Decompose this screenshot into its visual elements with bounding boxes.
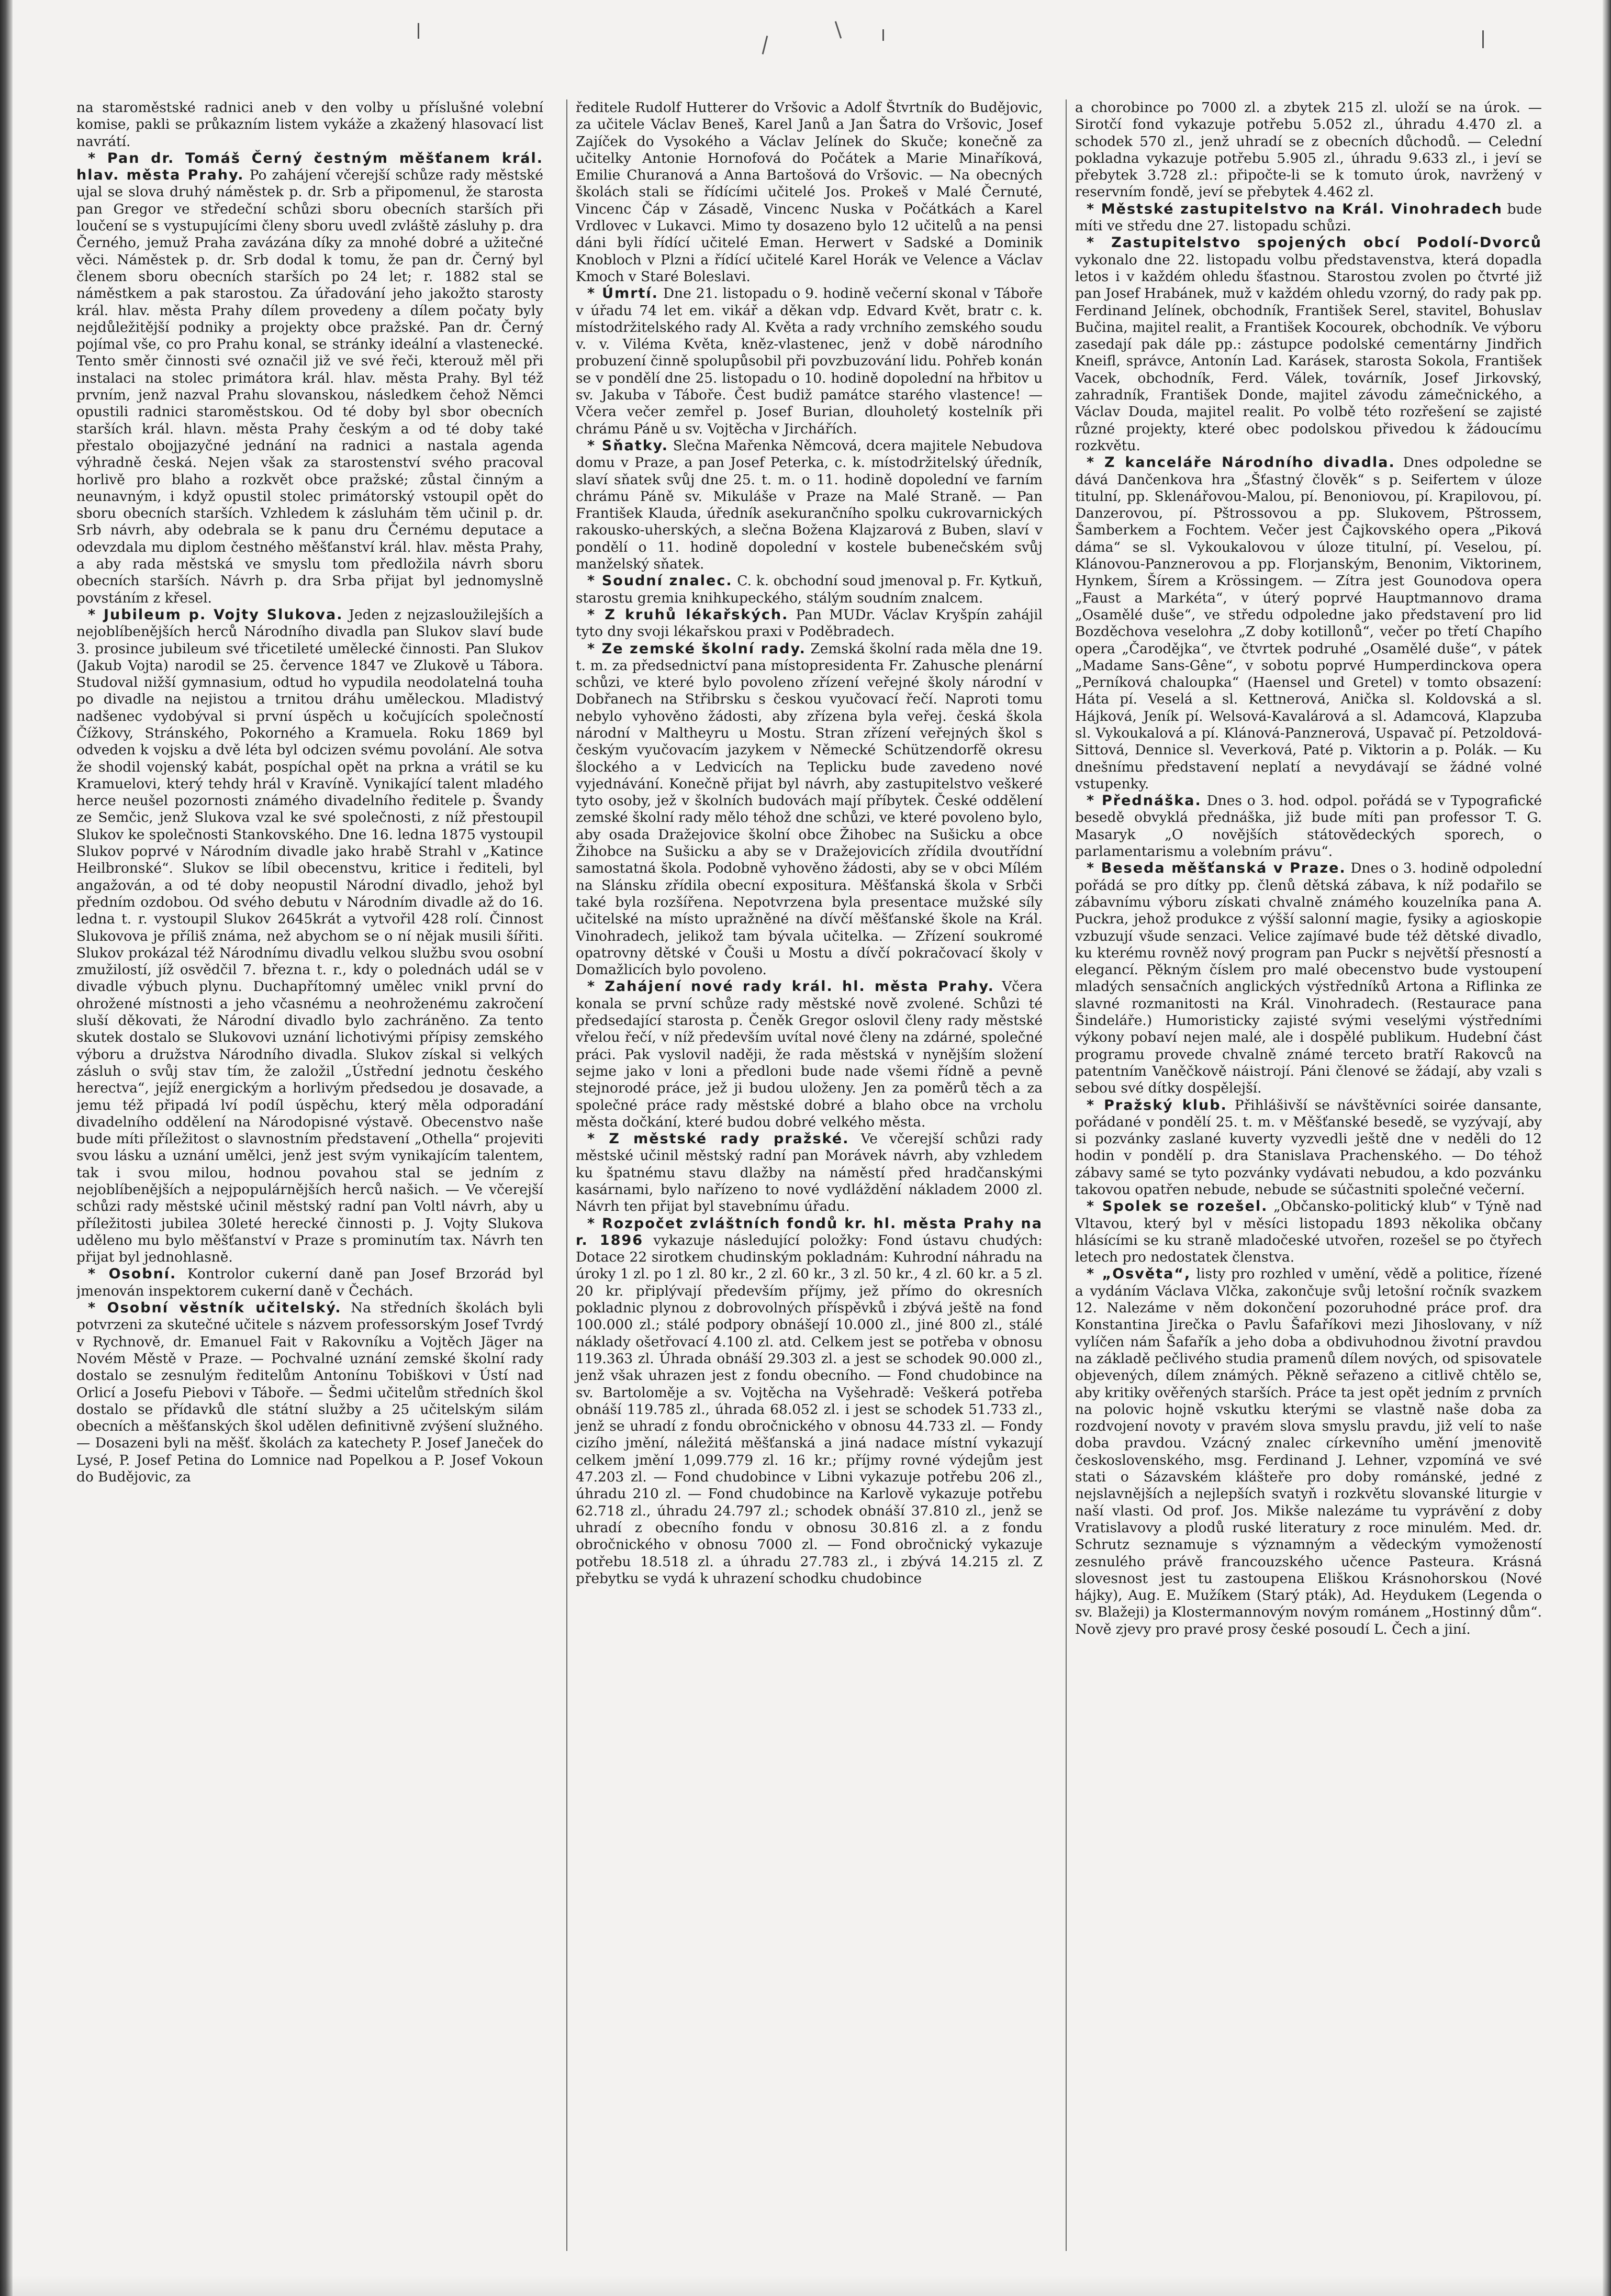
- news-item: [576, 607, 1043, 641]
- text-columns: [76, 99, 1542, 2251]
- news-text: Zemská školní rada měla dne 19. t. m. za předsednictví pana místopresidenta Fr. Zahusche plenární schůzi, ve které bylo povoleno zřízení veřejné školy národní v Dobřanech na Střibrsku s českou vyučovací řečí. Naproti tomu nebylo vyhověno žádosti, aby zřízena byla veřej. česká škola národní v Maltheyru u Mostu. Stran zřízení veřejných škol s českým vyučovacím jazykem v Německé Schützendorfě okresu šlockého a v Ledvicích na Teplicku bude zavedeno nové vyjednávání. Konečně přijat byl návrh, aby zastupitelstvo veškeré tyto osoby, jež v školních budovách mají příbytek. České oddělení zemské školní rady mělo téhož dne schůzi, ve které povoleno bylo, aby osada Dražejovice školní obce Žihobec na Sušicku a obce Žihobce na Sušicku a aby se v Dražejovicích zřídila dvoutřídní samostatná škola. Podobně vyhověno žádosti, aby se v obci Mílém na Slánsku zřídila obecní expositura. Měšťanská škola v Srbči také byla rozšířena. Nepotvrzena byla presentace mužské síly učitelské na místo upražněné na dívčí měšťanské škole na Král. Vinohradech, jelikož tam bývala učitelka. — Zřízení soukromé opatrovny dětské v Čouši u Mostu a dívčí pokračovací školy v Domažlicích bylo povoleno.: [576, 640, 1043, 978]
- margin-mark: [418, 23, 419, 39]
- news-item: [576, 641, 1043, 979]
- news-heading: * „Osvěta“,: [1087, 1266, 1191, 1283]
- column-3: [1066, 99, 1542, 2251]
- news-text: listy pro rozhled v umění, vědě a politice, řízené a vydáním Václava Vlčka, zakončuje svůj letošní ročník svazkem 12. Nalezáme v něm dokončení pozoruhodné práce prof. dra Konstantina Jirečka o Pavlu Šafaříkovi mezi Jihoslovany, v níž vylíčen nám Šafařík a jeho doba a obdivuhodnou životní pravdou na základě pečlivého studia pramenů dílem nových, od spisovatele objevených, dílem známých. Pěkně seřazeno a citlivě chtělo se, aby kritiky ověřených starších. Práce ta jest opět jedním z prvních na polovic hojně vskutku kterými se vlastně naše doba za rozdvojení novoty v pravém slova smyslu pravdu, již velí to naše doba pravdou. Vzácný znalec církevního umění jmenovitě československého, msg. Ferdinand J. Lehner, vzpomíná ve své stati o Sázavském klášteře pro doby románské, jedné z nejslavnějších a nejlepších svatyň i rozkvětu slovanské liturgie v naší vlasti. Od prof. Jos. Mikše nalezáme tu vyprávění z doby Vratislavovy a plodů ruské literatury z roce minulém. Med. dr. Schrutz seznamuje s významným a vědeckým vymožeností zesnulého právě francouzského učence Pasteura. Krásná slovesnost jest tu zastoupena Eliškou Krásnohorskou (Nové hájky), Aug. E. Mužíkem (Starý pták), Ad. Heydukem (Legenda o sv. Blažeji) ja Klostermannovým novým románem „Hostinný dům“. Nově zjevy pro pravé prosy české posoudí L. Čech a jiní.: [1075, 1266, 1542, 1637]
- news-text: Ve včerejší schůzi rady městské učinil městský radní pan Morávek návrh, aby vzhledem ku špatnému stavu dlažby na náměstí před hradčanskými kasárnami, bylo nařízeno to nové vydláždění nákladem 2000 zl. Návrh ten přijat byl stavebnímu úřadu.: [576, 1131, 1043, 1215]
- news-heading: * Z městské rady pražské.: [587, 1131, 849, 1147]
- margin-mark: [762, 36, 768, 54]
- news-text: Po zahájení včerejší schůze rady městské ujal se slova druhý náměstek p. dr. Srb a připomenul, že starosta pan Gregor ve středeční schůzi sboru obecních starších při loučení se s vystupujícími členy sboru uvedl zvláště zásluhy p. dra Černého, jemuž Praha zavázána díky za mnohé dobré a užitečné věci. Náměstek p. dr. Srb dodal k tomu, že pan dr. Černý byl členem sboru obecních starších po 24 let; r. 1882 stal se náměstkem a pak starostou. Za úřadování jeho jakožto starosty král. hlav. města Prahy dílem provedeny a dílem počaty byly nejdůležitější podniky a projekty obce pražské. Pan dr. Černý pojímal vše, co pro Prahu konal, se stránky ideální a vlastenecké. Tento směr činnosti své označil již ve své řeči, kterouž měl při instalaci na stolec primátora král. hlav. města Prahy. Byl též prvním, jenž nazval Prahu slovanskou, následkem čehož Němci opustili radnici staroměstskou. Od té doby byl sbor obecních starších král. hlavn. města Prahy českým a od té doby také přestalo obojjazyčné jednání na radnici a nastala agenda výhradně česká. Nejen však za starostenství svého pracoval horlivě pro blaho a rozkvět obce pražské; zůstal činným a neunavným, i když opustil stolec primátorský vstoupil opět do sboru obecních starších. Vzhledem k zásluhám těm učinil p. dr. Srb návrh, aby odebrala se k panu dru Černému deputace a odevzdala mu diplom čestného měšťanství král. hlav. města Prahy, a aby rada městská ve smyslu tom předložila návrh sboru obecních starších. Návrh p. dra Srba přijat byl jednomyslně povstáním z křesel.: [76, 167, 543, 606]
- news-text: Slečna Mařenka Němcová, dcera majitele Nebudova domu v Praze, a pan Josef Peterka, c. k. místodržitelský úředník, slaví sňatek svůj dne 25. t. m. o 11. hodině dopolední ve farním chrámu Páně sv. Mikuláše v Praze na Malé Straně. — Pan František Klauda, úředník asekurančního spolku cukrovarnických rakousko-uherských, a slečna Božena Klajzarová z Buben, slaví v pondělí o 11. hodině dopolední v kostele bubenečském svůj manželský sňatek.: [576, 437, 1043, 573]
- news-item: [1075, 454, 1542, 793]
- paragraph: na staroměstské radnici aneb v den volby u příslušné volební komise, pakli se průkazním listem vykáže a zkažený hlasovací list navrátí.: [76, 99, 543, 150]
- news-item: [1075, 1097, 1542, 1199]
- column-2: [566, 99, 1043, 2251]
- news-heading: * Zahájení nové rady král. hl. města Prahy.: [587, 978, 994, 995]
- news-text: C. k. obchodní soud jmenoval p. Fr. Kytkuň, starostu gremia knihkupeckého, stálým soudním znalcem.: [576, 573, 1043, 606]
- news-item: [576, 438, 1043, 573]
- news-item: [76, 1266, 543, 1300]
- news-heading: * Osobní.: [88, 1266, 177, 1283]
- news-text: Včera konala se první schůze rady městské nově zvolené. Schůzi té předsedající starosta p. Čeněk Gregor oslovil členy rady městské vřelou řečí, v níž především uvítal nové členy na zdárné, společné práci. Pak vyslovil naději, že rada městská v nynějším složení sejme jako v loni a předloni bude nade všemi řídně a pevně stejnorodé práce, jež ji budou uloženy. Jen za poměrů těch a za společné práce rady městské dobré a blaho obce na vrcholu města dočkání, které budou dobré velkého města.: [576, 978, 1043, 1130]
- paragraph: a chorobince po 7000 zl. a zbytek 215 zl. uloží se na úrok. — Sirotčí fond vykazuje potřebu 5.052 zl., úhradu 4.470 zl. a schodek 570 zl., jenž uhradí se z obecních důchodů. — Celední pokladna vykazuje potřebu 5.905 zl., úhradu 9.633 zl., i jeví se přebytek 3.728 zl.: připočte-li se k tomuto úrok, navržený v reservním fondě, jeví se přebytek 4.462 zl.: [1075, 99, 1542, 200]
- news-item: [576, 978, 1043, 1131]
- scan-edge-right: [1603, 0, 1611, 2296]
- news-heading: * Ze zemské školní rady.: [587, 640, 806, 657]
- news-text: bude míti ve středu dne 27. listopadu schůzi.: [1075, 200, 1542, 235]
- news-heading: * Pan dr. Tomáš Černý čestným měšťanem král. hlav. města Prahy.: [76, 150, 543, 184]
- news-heading: * Jubileum p. Vojty Slukova.: [88, 606, 343, 623]
- news-item: [576, 1216, 1043, 1588]
- news-heading: * Beseda měšťanská v Praze.: [1087, 860, 1346, 877]
- news-item: [576, 1131, 1043, 1215]
- news-text: Dnes o 3. hodině odpolední pořádá se pro dítky pp. členů dětská zábava, k níž podařilo se zábavnímu výboru získati chvalně známého kouzelníka pana A. Puckra, jehož produkce z výšší salonní magie, fysiky a agioskopie vzbuzují všude senzaci. Velice zajímavé bude též dětské divadlo, ku kterému rovněž nový program pan Puckr s největší přesností a elegancí. Pěkným číslem pro malé obecenstvo bude vystoupení mladých sensačních anglických výstředníků Artona a Riflinka ze slavné rozmanitosti na Král. Vinohradech. (Restaurace pana Šindeláře.) Humoristicky zajisté svými veselými výstředními výkony pobaví nejen malé, ale i dospělé publikum. Hudební část programu provede chvalně známé terceto bratří Rakovců na patentním Vaněčkově náistrojí. Páni členové se žádají, aby vzali s sebou své dítky dospělejší.: [1075, 860, 1542, 1097]
- news-heading: * Přednáška.: [1087, 793, 1202, 809]
- margin-mark: [835, 21, 842, 38]
- news-text: Dne 21. listopadu o 9. hodině večerní skonal v Táboře v úřadu 74 let em. vikář a děkan vdp. Edvard Květ, bratr c. k. místodržitelského rady Al. Květa a rady vrchního zemského soudu v. v. Viléma Květa, kněz-vlastenec, jenž v době národního probuzení činně spolupůsobil při povzbuzování lidu. Pohřeb konán se v pondělí dne 25. listopadu o 10. hodině dopolední na hřbitov u sv. Jakuba v Táboře. Čest budiž památce starého vlastence! — Včera večer zemřel p. Josef Burian, dlouholetý kostelník při chrámu Páně u sv. Vojtěcha v Jirchářích.: [576, 285, 1043, 437]
- news-text: Dnes o 3. hod. odpol. pořádá se v Typografické besedě obvyklá přednáška, již bude míti pan professor T. G. Masaryk „O novějších státovědeckých sporech, o parlamentarismu a volebním právu“.: [1075, 793, 1542, 860]
- news-item: [76, 607, 543, 1266]
- news-heading: * Sňatky.: [587, 437, 669, 454]
- news-heading: * Z kanceláře Národního divadla.: [1087, 454, 1395, 471]
- news-item: [1075, 235, 1542, 454]
- news-text: Dnes odpoledne se dává Dančenkova hra „Šťastný člověk“ s p. Seifertem v úloze titulní, pp. Sklenářovou-Malou, pí. Benoniovou, pí. Krapilovou, pí. Danzerovou, pí. Pštrossovou a pp. Slukovem, Pštrossem, Šamberkem a Fochtem. Večer jest Čajkovského opera „Piková dáma“ se sl. Vykoukalovou v úloze titulní, pí. Veselou, pí. Klánovou-Panznerovou a pp. Florjanským, Benonim, Viktorinem, Hynkem, Šírem a Krössingem. — Zítra jest Gounodova opera „Faust a Markéta“, v úterý poprvé Hauptmannovo drama „Osamělé duše“, ve středu odpoledne jako představení pro lid Bozděchova veselohra „Z doby kotillonů“, večer po třetí Chapího opera „Čarodějka“, ve čtvrtek podruhé „Osamělé duše“, v pátek „Madame Sans-Gêne“, v sobotu poprvé Humperdinckova opera „Perníková chaloupka“ (Haensel und Gretel) v tomto obsazení: Háta pí. Veselá a sl. Kettnerová, Anička sl. Koldovská a sl. Hájková, Jeník pí. Welsová-Kavalárová a sl. Adamcová, Klapzuba sl. Vykoukalová a pí. Klánová-Panznerová, Uspavač pí. Petzoldová-Sittová, Dennice sl. Veverková, Paté p. Viktorin a p. Polák. — Ku dnešnímu představení neplatí a nevydávají se žádné volné vstupenky.: [1075, 454, 1542, 792]
- news-heading: * Úmrtí.: [587, 285, 658, 302]
- column-1: [76, 99, 543, 2251]
- news-item: [1075, 860, 1542, 1097]
- news-item: [1075, 793, 1542, 860]
- news-text: Přihlášivší se návštěvníci soirée dansante, pořádané v pondělí 25. t. m. v Měšťanské besedě, se vyzývají, aby si pozvánky zaslané kuverty vyzvedli ještě dne v neděli do 12 hodin v pondělí p. dra Stanislava Prachenského. — Do téhož zábavy samé se tyto pozvánky vydávati nebudou, a kdo pozvánku takovou opatřen nebude, nebude se súčastniti společné večerní.: [1075, 1097, 1542, 1198]
- news-item: [1075, 1198, 1542, 1266]
- paragraph: ředitele Rudolf Hutterer do Vršovic a Adolf Štvrtník do Budějovic, za učitele Václav Beneš, Karel Janů a Jan Šatra do Vršovic, Josef Zajíček do Vysokého a Václav Jelínek do Skuče; konečně za učitelky Antonie Hornofová do Počátek a Marie Minaříková, Emilie Churanová a Anna Bartošová do Vršovic. — Na obecných školách stali se řídícími učitelé Jos. Prokeš v Malé Černuté, Vincenc Čáp v Zásadě, Vincenc Nuska v Počátkách a Karel Vrdlovec v Lukavci. Mimo ty dosazeno bylo 12 učitelů a na pensi dáni byli řídící učitelé Eman. Herwert v Sadské a Dominik Knobloch v Plzni a řídící učitelé Karel Horák ve Velence a Václav Kmoch v Staré Boleslavi.: [576, 99, 1043, 285]
- news-heading: * Z kruhů lékařských.: [587, 606, 789, 623]
- news-text: Na středních školách byli potvrzeni za skutečné učitele s názvem professorským Josef Tvrdý v Rychnově, dr. Emanuel Fait v Rakovníku a Vojtěch Jäger na Novém Městě v Praze. — Pochvalné uznání zemské školní rady dostalo se zesnulým ředitelům Antonínu Tobiškovi v Ústí nad Orlicí a Josefu Piebovi v Táboře. — Šedmi učitelům středních škol dostalo se přídavků dle státní služby a 25 učitelským silám obecních a měšťanských škol udělen definitivně zvýšení služného. — Dosazeni byli na měšť. školách za katechety P. Josef Janeček do Lysé, P. Josef Petina do Lomnice nad Popelkou a P. Josef Vokoun do Budějovic, za: [76, 1300, 543, 1486]
- scan-edge-left: [0, 0, 13, 2296]
- news-text: Pan MUDr. Václav Kryšpín zahájil tyto dny svoji lékařskou praxi v Poděbradech.: [576, 606, 1043, 640]
- news-heading: * Pražský klub.: [1087, 1097, 1227, 1113]
- news-heading: * Rozpočet zvláštních fondů kr. hl. města Prahy na r. 1896: [576, 1215, 1043, 1249]
- news-item: [76, 150, 543, 607]
- news-item: [576, 573, 1043, 607]
- news-text: Kontrolor cukerní daně pan Josef Brzorád byl jmenován inspektorem cukerní daně v Čechách.: [76, 1266, 543, 1299]
- scan-bottom-shade: [0, 2275, 1611, 2296]
- news-heading: * Městské zastupitelstvo na Král. Vinohradech: [1087, 200, 1503, 217]
- news-item: [1075, 1266, 1542, 1638]
- news-heading: * Zastupitelstvo spojených obcí Podolí-Dvorců: [1087, 235, 1542, 251]
- news-text: vykazuje následující položky: Fond ústavu chudých: Dotace 22 sirotkem chudinským pokladnám: Kuhrodní náhradu na úroky 1 zl. po 1 zl. 80 kr., 2 zl. 60 kr., 3 zl. 50 kr., 4 zl. 60 kr. a 5 zl. 20 kr. připlývají především příjmy, jež přímo do okresních pokladnic plynou z dobrovolných příspěvků i zbývá ještě na fond 100.000 zl.; stálé podpory obnášejí 10.000 zl., jiné 800 zl., stálé náklady ošetřovací 4.100 zl. atd. Celkem jest se potřeba v obnosu 119.363 zl. Úhrada obnáší 29.303 zl. a jest se schodek 90.000 zl., jenž však uhrazen jest z fondu obecního. — Fond chudobince na sv. Bartoloměje a sv. Vojtěcha na Vyšehradě: Veškerá potřeba obnáší 119.785 zl., úhrada 68.052 zl. i jest se schodek 51.733 zl., jenž se uhradí z fondu obročnického v obnosu 44.733 zl. — Fondy cizího jmění, náležitá měšťanská a jiná nadace místní vykazují celkem jmění 1,099.779 zl. 16 kr.; příjmy rovné výdejům jest 47.203 zl. — Fond chudobince v Libni vykazuje potřebu 206 zl., úhradu 210 zl. — Fond chudobince na Karlově vykazuje potřebu 62.718 zl., úhradu 24.797 zl.; schodek obnáší 37.810 zl., jenž se uhradí z obecního fondu v obnosu 30.816 zl. a z fondu obročnického v obnosu 7000 zl. — Fond obročnický vykazuje potřebu 18.518 zl. a úhradu 27.783 zl., i zbývá 14.215 zl. Z přebytku se vydá k uhrazení schodku chudobince: [576, 1232, 1043, 1587]
- news-text: Jeden z nejzasloužilejších a nejoblíbenějších herců Národního divadla pan Slukov slaví bude 3. prosince jubileum své třicetileté umělecké činnosti. Pan Slukov (Jakub Vojta) narodil se 25. července 1847 ve Zlukově u Tábora. Studoval nižší gymnasium, odtud ho vypudila neodolatelná touha po divadle na nejistou a trnitou dráhu uměleckou. Mladistvý nadšenec vydobýval si první úspěch u kočujících společností Čížkovy, Stránského, Pokorného a Kramuela. Roku 1869 byl odveden k vojsku a dvě léta byl odcizen svému povolání. Ale sotva že shodil vojenský kabát, pospíchal opět na prkna a vrátil se ku Kramuelovi, který tehdy hrál v Kravíně. Vynikající talent mladého herce neušel pozornosti známého divadelního ředitele p. Švandy ze Semčic, jenž Slukova vzal ke své společnosti, z níž přestoupil Slukov ke společnosti Stankovského. Dne 16. ledna 1875 vystoupil Slukov poprvé v Národním divadle jako hrabě Strahl v „Katince Heilbronské“. Slukov se líbil obecenstvu, kritice i řediteli, byl angažován, a od té doby neopustil Národní divadlo, jehož byl předním ozdobou. Od svého debutu v Národním divadle až do 16. ledna t. r. vystoupil Slukov 2645krát a vytvořil 428 rolí. Činnost Slukovova je příliš známa, než abychom se o ní nějak musili šířiti. Slukov prokázal též Národnímu divadlu velkou službu svou osobní zmužilostí, jíž osvědčil 7. března t. r., kdy o polednách udál se v divadle výbuch plynu. Duchapřítomný umělec vnikl první do ohrožené místnosti a jeho včasnému a neohroženému zakročení sluší děkovati, že Národní divadlo bylo zachráněno. Za tento skutek dostalo se Slukovovi uznání lichotivými přípisy zemského výboru a družstva Národního divadla. Slukov získal si velkých zásluh o svůj stav tím, že založil „Ústřední jednotu českého herectva“, jejíž energickým a horlivým předsedou je dosavade, a jemu též připadá lví podíl úspěchu, který měla odporadání divadelního oddělení na Národopisné výstavě. Obecenstvo naše bude míti příležitost o slavnostním představení „Othella“ projeviti svou lásku a uznání umělci, jenž jest svým vynikajícím talentem, tak i svou milou, hodnou povahou stal se jedním z nejoblíbenějších a nejpopulárnějších herců našich. — Ve včerejší schůzi rady městské učinil městský radní pan Voltl návrh, aby u příležitosti jubilea 30leté herecké činnosti p. J. Vojty Slukova uděleno mu bylo měšťanství v Praze s prominutím tax. Návrh ten přijat byl jednohlasně.: [76, 606, 543, 1266]
- margin-mark: [882, 29, 884, 41]
- news-heading: * Spolek se rozešel.: [1087, 1198, 1268, 1215]
- news-item: [576, 285, 1043, 438]
- news-text: vykonalo dne 22. listopadu volbu představenstva, která dopadla letos i v každém ohledu šťastnou. Starostou zvolen po čtvrté již pan Josef Hrabánek, muž v každém ohledu vzorný, do rady pak pp. Ferdinand Jelínek, obchodník, František Serel, stavitel, Bohuslav Bučina, majitel realit, a František Kocourek, obchodník. Ve výboru zasedají pak dále pp.: zástupce podolské cementárny Jindřich Kneifl, správce, Antonín Lad. Karásek, starosta Sokola, František Vacek, obchodník, Ferd. Válek, továrník, Josef Jirkovský, zahradník, František Donde, majitel závodu zámečnického, a Václav Douda, majitel realit. Po volbě této rozřešení se zajisté různé projekty, které obec podolskou přivedou k žádoucímu rozkvětu.: [1075, 251, 1542, 454]
- news-heading: * Osobní věstník učitelský.: [88, 1300, 342, 1317]
- margin-mark: [1482, 30, 1484, 48]
- news-heading: * Soudní znalec.: [587, 573, 733, 589]
- news-text: „Občansko-politický klub“ v Týně nad Vltavou, který byl v měsíci listopadu 1893 několika občany hlásícími se ku straně mladočeské utvořen, rozešel se po čtyřech letech pro nedostatek členstva.: [1075, 1198, 1542, 1266]
- news-item: [1075, 201, 1542, 235]
- top-margin-marks: [0, 16, 1611, 58]
- news-item: [76, 1300, 543, 1486]
